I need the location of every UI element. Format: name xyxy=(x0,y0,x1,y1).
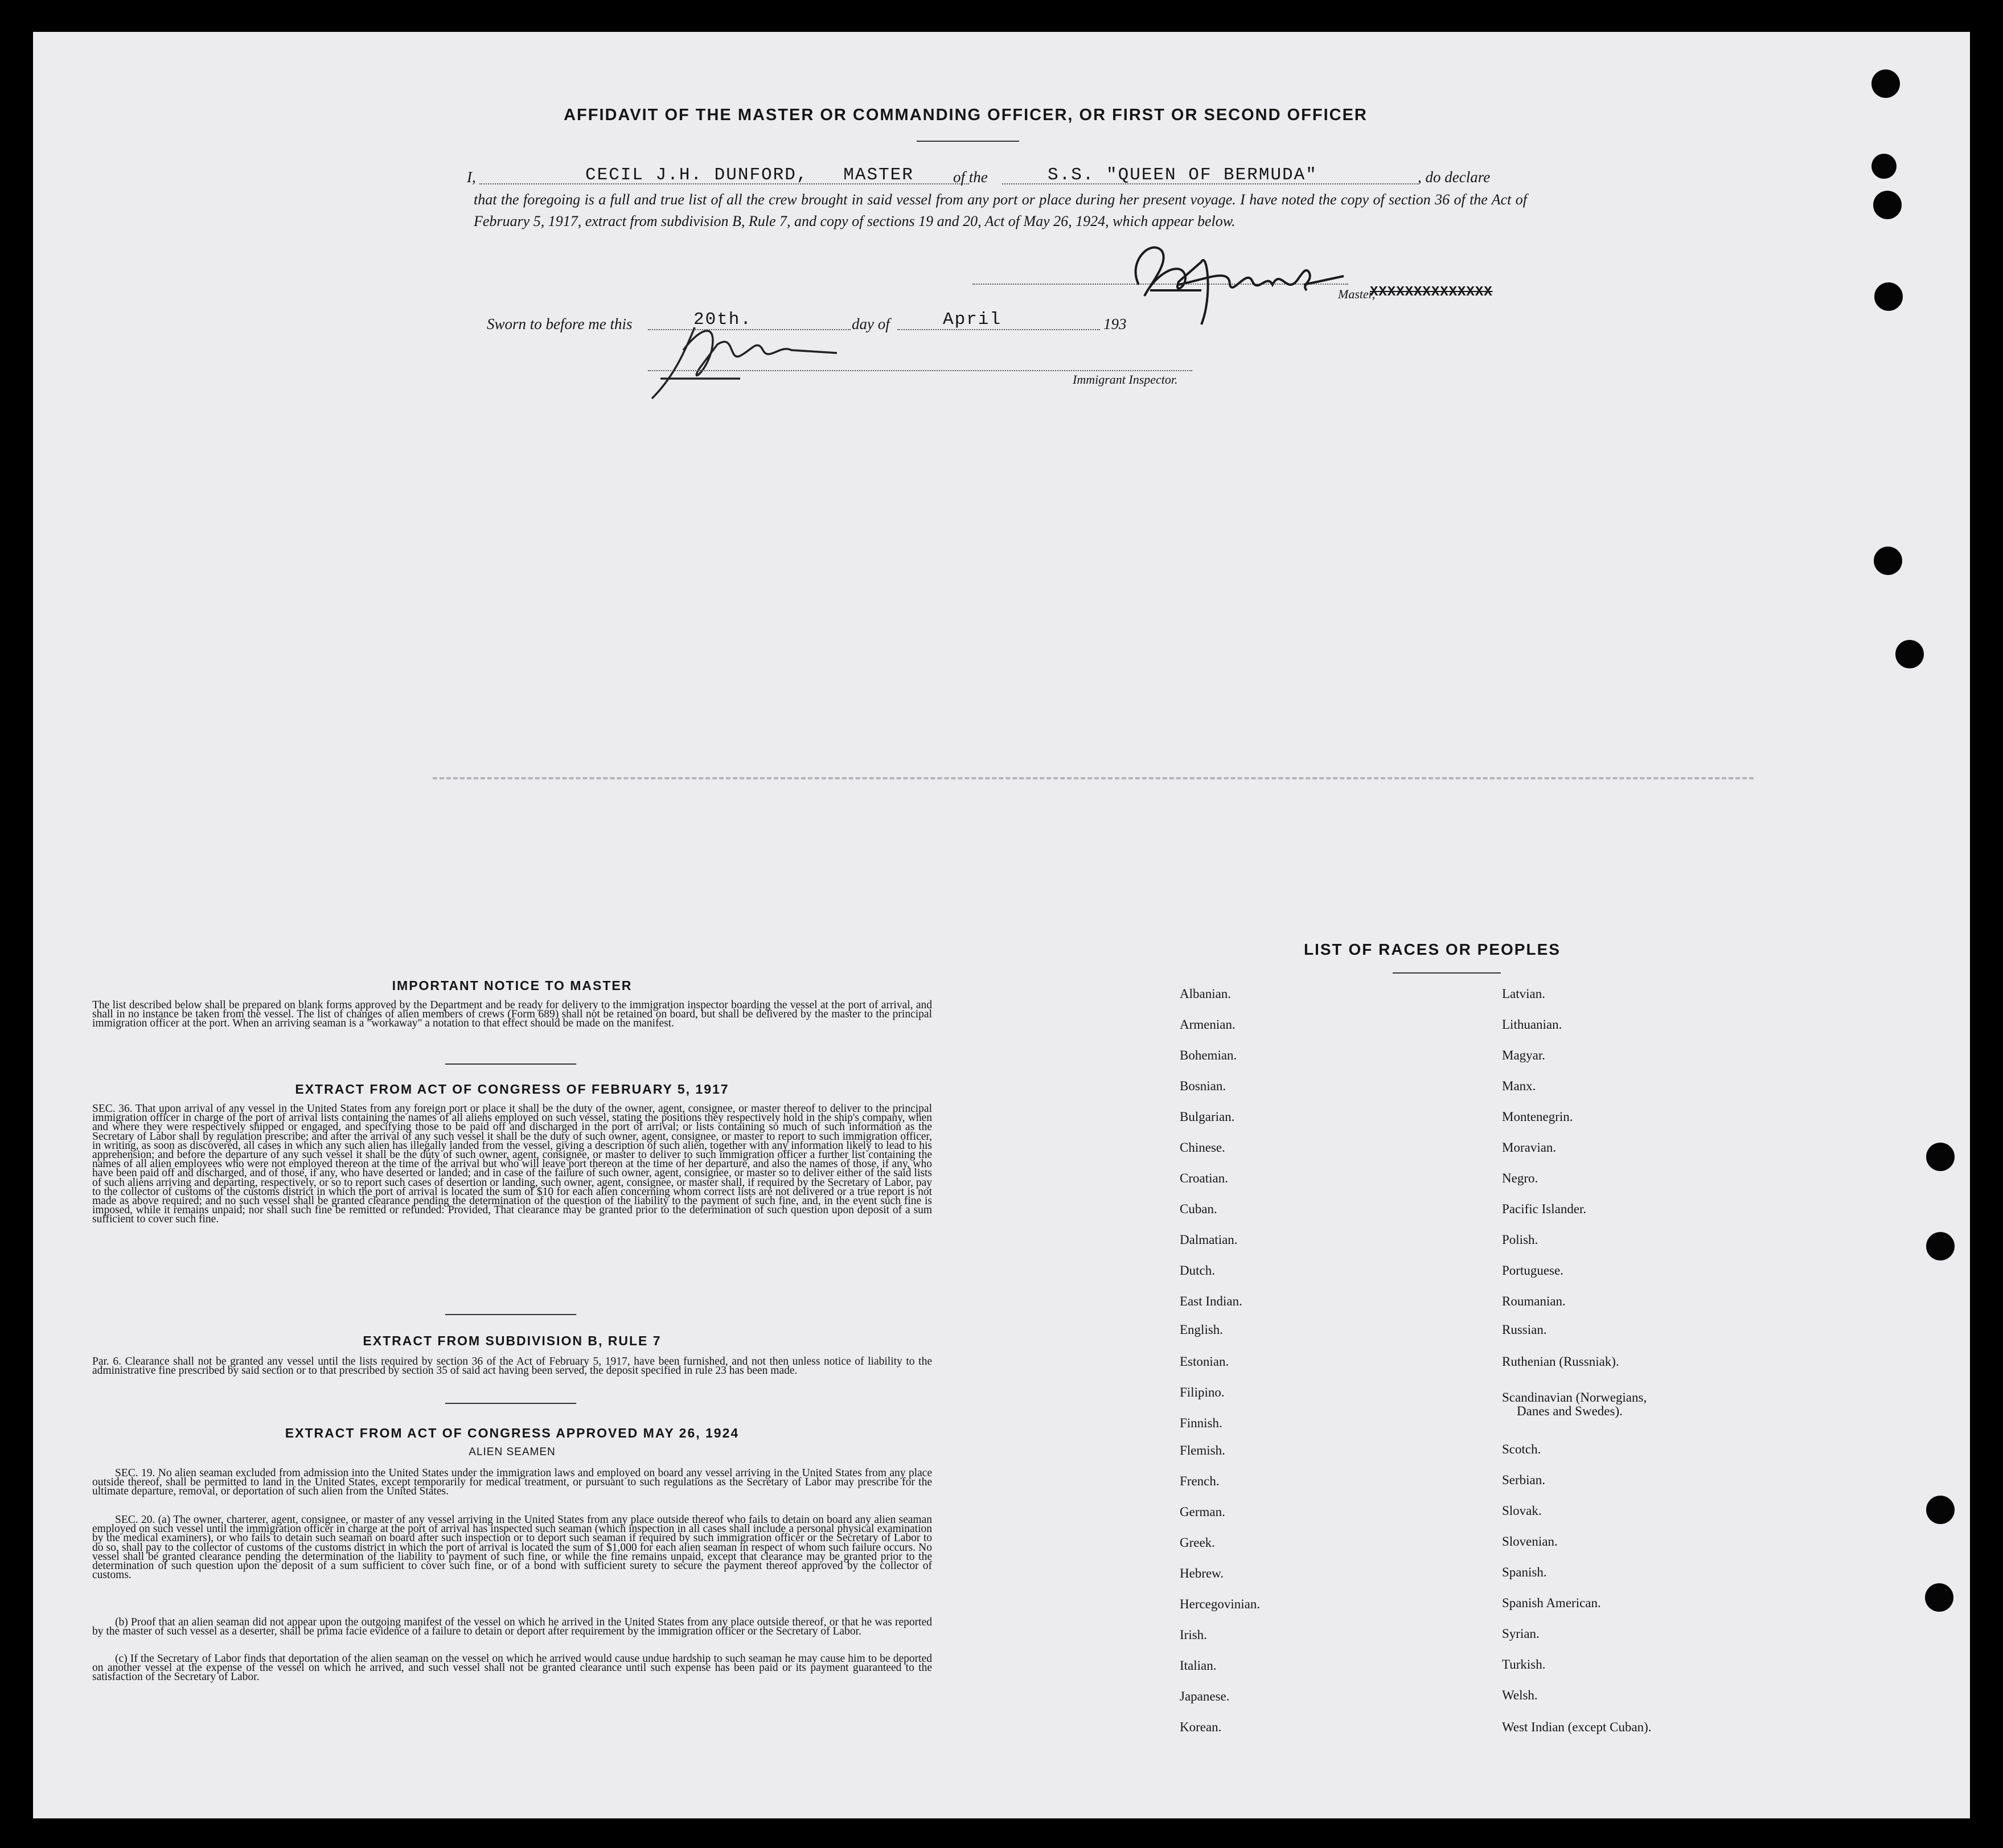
race-left: Croatian. xyxy=(1180,1171,1228,1185)
race-left: Greek. xyxy=(1180,1535,1215,1550)
title-divider xyxy=(917,141,1019,142)
punch-hole xyxy=(1874,547,1902,575)
race-left: Bulgarian. xyxy=(1180,1110,1235,1124)
race-right: Scandinavian (Norwegians, xyxy=(1502,1390,1647,1405)
race-right: Negro. xyxy=(1502,1171,1538,1185)
extract-rule7-text: Par. 6. Clearance shall not be granted any vessel until the lists required by section 36 of the Act of February 5, 1917, have been furnished, and not then unless notice of liability to the administrative fine prescribed by said section or to that prescribed by section 35 of said act having been served, the deposit specified in rule 23 has been made. xyxy=(92,1356,932,1377)
race-left: Dalmatian. xyxy=(1180,1233,1238,1247)
inspector-signature-line xyxy=(648,353,1192,371)
race-left: Bohemian. xyxy=(1180,1048,1237,1062)
race-right: Welsh. xyxy=(1502,1688,1538,1702)
extract-1924-subtitle: ALIEN SEAMEN xyxy=(469,1446,556,1458)
race-right: Slovak. xyxy=(1502,1504,1542,1518)
affidavit-title: AFFIDAVIT OF THE MASTER OR COMMANDING OFFICER, OR FIRST OR SECOND OFFICER xyxy=(564,106,1368,124)
affidavit-body: that the foregoing is a full and true list of all the crew brought in said vessel from any port or place during her present voyage. I have noted the copy of section 36 of the Act of February 5, 1917, extract from subdivision B, Rule 7, and copy of sections 19 and 20, Act of May 26, 1924, which appear below. xyxy=(474,191,1527,229)
punch-hole xyxy=(1871,154,1897,179)
race-right: Portuguese. xyxy=(1502,1263,1563,1278)
race-left: Bosnian. xyxy=(1180,1079,1226,1093)
race-right: Roumanian. xyxy=(1502,1294,1566,1308)
master-label: Master, xyxy=(1338,287,1376,301)
race-left: Filipino. xyxy=(1180,1385,1225,1399)
race-left: Armenian. xyxy=(1180,1017,1236,1032)
race-left: Dutch. xyxy=(1180,1263,1215,1278)
race-left: Japanese. xyxy=(1180,1689,1230,1703)
race-left: English. xyxy=(1180,1323,1224,1337)
race-left: Estonian. xyxy=(1180,1354,1229,1369)
punch-hole xyxy=(1926,1496,1955,1524)
race-right: Russian. xyxy=(1502,1323,1547,1337)
race-right: Ruthenian (Russniak). xyxy=(1502,1354,1619,1369)
punch-hole xyxy=(1874,282,1903,311)
race-right: Moravian. xyxy=(1502,1140,1557,1155)
master-name-value: CECIL J.H. DUNFORD, MASTER xyxy=(585,165,914,185)
races-divider xyxy=(1393,972,1501,974)
vessel-name-field xyxy=(1002,165,1418,184)
race-right: Slovenian. xyxy=(1502,1534,1558,1549)
sec20b-text: (b) Proof that an alien seaman did not appear upon the outgoing manifest of the vessel on which he arrived in the United States from any place outside thereof, or that he was reported by the master of such vessel as a deserter, shall be prima facie evidence of a failure to detain or deport after requirement by the immigration officer or the Secretary of Labor. xyxy=(92,1616,932,1638)
master-name-field xyxy=(479,165,969,184)
affidavit-declaration-line xyxy=(467,165,1527,188)
notice-text: The list described below shall be prepared on blank forms approved by the Department and be ready for delivery to the immigration inspector boarding the vessel at the port of arrival, and shall in no instance be taken from the vessel. The list of changes of alien members of crews (Form 689) shall not be retained on board, but shall be delivered by the master to the principal immigration officer at the port. When an arriving seaman is a "workaway" a notation to that effect should be made on the manifest. xyxy=(92,999,932,1030)
notice-title: IMPORTANT NOTICE TO MASTER xyxy=(392,978,633,993)
race-left: Finnish. xyxy=(1180,1416,1222,1430)
race-right: Pacific Islander. xyxy=(1502,1202,1587,1216)
race-right: Manx. xyxy=(1502,1079,1536,1093)
race-left: Korean. xyxy=(1180,1720,1222,1734)
master-signature xyxy=(1116,228,1355,327)
race-right: Danes and Swedes). xyxy=(1517,1404,1623,1418)
extract-1917-text: SEC. 36. That upon arrival of any vessel in the United States from any foreign port or place it shall be the duty of the owner, agent, consignee, or master thereof to deliver to the principal immigration officer in charge of the port of arrival lists containing the names of all aliens employed on such vessel, stating the positions they respectively hold in the ship's company, when and where they were respectively shipped or engaged, and specifying those to be paid off and discharged in the port of arrival; or lists containing so much of such information as the Secretary of Labor shall by regulation prescribe; and after the arrival of any such vessel it shall be the duty of such owner, agent, consignee, or master to report to such immigration officer, in writing, as soon as discovered, all cases in which any such alien has illegally landed from the vessel, giving a description of such alien, together with any information likely to lead to his apprehension; and before the departure of any such vessel it shall be the duty of such owner, agent, consignee, or master to deliver to such immigration officer a further list containing the names of all alien employees who were not employed thereon at the time of the arrival but who will leave port thereon at the time of her departure, and also the names of those, if any, who have been paid off and discharged, and of those, if any, who have deserted or landed; and in case of the failure of such owner, agent, consignee, or master so to deliver either of the said lists of such aliens arriving and departing, respectively, or so to report such cases of desertion or landing, such owner, agent, consignee, or master shall, if required by the Secretary of Labor, pay to the collector of customs of the customs district in which the port of arrival is located the sum of $10 for each alien concerning whom correct lists are not delivered or a true report is not made as above required; and no such vessel shall be granted clearance pending the determination of the question of the liability to the payment of such fine, and, in the event such fine is imposed, while it remains unpaid; nor shall such fine be remitted or refunded: Provided, That clearance may be granted prior to the determination of such question upon deposit of a sum sufficient to cover such fine. xyxy=(92,1103,932,1226)
race-right: Serbian. xyxy=(1502,1473,1546,1487)
punch-hole xyxy=(1871,69,1900,98)
bleed-through-rule xyxy=(433,777,1754,779)
extract-1924-title: EXTRACT FROM ACT OF CONGRESS APPROVED MAY 26, 1924 xyxy=(285,1426,740,1440)
month-field xyxy=(897,310,1100,330)
race-left: Cuban. xyxy=(1180,1202,1217,1216)
race-left: Albanian. xyxy=(1180,987,1232,1001)
race-left: East Indian. xyxy=(1180,1294,1242,1308)
day-value: 20th. xyxy=(693,310,753,330)
race-right: Syrian. xyxy=(1502,1627,1540,1641)
year-value: 193 xyxy=(1103,315,1127,332)
section-divider xyxy=(445,1063,576,1065)
sec20a-text: SEC. 20. (a) The owner, charterer, agent, consignee, or master of any vessel arriving in the United States from any place outside thereof who fails to detain on board any alien seaman employed on such vessel until the immigration officer in charge at the port of arrival has inspected such seaman (which inspection in all cases shall include a personal physical examination by the medical examiners), or who fails to detain such seaman on board after such inspection or to deport such seaman if required by such immigration officer or the Secretary of Labor to do so, shall pay to the collector of customs of the customs district in which the port of arrival is located the sum of $1,000 for each alien seaman in respect of whom such failure occurs. No vessel shall be granted clearance pending the determination of the liability to payment of such fine, or while the fine remains unpaid, except that clearance may be granted prior to the determination of such question upon the deposit of a sum sufficient to cover such fine, or of a bond with sufficient surety to secure the payment thereof approved by the collector of customs. xyxy=(92,1514,932,1582)
punch-hole xyxy=(1926,1143,1955,1171)
sec19-text: SEC. 19. No alien seaman excluded from admission into the United States under the immigration laws and employed on board any vessel arriving in the United States from any place outside thereof, shall be permitted to land in the United States, except temporarily for medical treatment, or pursuant to such regulations as the Secretary of Labor may prescribe for the ultimate departure, removal, or deportation of such alien from the United States. xyxy=(92,1467,932,1498)
section-divider xyxy=(445,1403,576,1404)
race-right: Lithuanian. xyxy=(1502,1017,1562,1032)
sec20c-text: (c) If the Secretary of Labor finds that deportation of the alien seaman on the vessel on which he arrived would cause undue hardship to such seaman he may cause him to be deported on another vessel at the expense of the vessel on which he arrived, and such vessel shall not be granted clearance until such expense has been paid or its payment guaranteed to the satisfaction of the Secretary of Labor. xyxy=(92,1653,932,1683)
punch-hole xyxy=(1926,1232,1955,1260)
race-right: Scotch. xyxy=(1502,1442,1541,1456)
race-right: Spanish American. xyxy=(1502,1596,1601,1610)
sworn-label: Sworn to before me this xyxy=(487,315,633,332)
section-divider xyxy=(445,1314,576,1315)
race-right: Magyar. xyxy=(1502,1048,1546,1062)
punch-hole xyxy=(1895,640,1924,668)
punch-hole xyxy=(1873,191,1902,219)
race-right: Latvian. xyxy=(1502,987,1545,1001)
race-right: Spanish. xyxy=(1502,1565,1547,1579)
day-of-label: day of xyxy=(852,315,890,332)
race-right: Polish. xyxy=(1502,1233,1538,1247)
race-left: Chinese. xyxy=(1180,1140,1225,1155)
of-the-label: of the xyxy=(953,169,988,186)
race-left: French. xyxy=(1180,1474,1220,1488)
race-right: West Indian (except Cuban). xyxy=(1502,1720,1652,1734)
races-title: LIST OF RACES OR PEOPLES xyxy=(1304,941,1561,958)
extract-1917-title: EXTRACT FROM ACT OF CONGRESS OF FEBRUARY 5, 1917 xyxy=(295,1082,729,1097)
punch-hole xyxy=(1925,1583,1953,1612)
vessel-name-value: S.S. "QUEEN OF BERMUDA" xyxy=(1048,165,1317,185)
race-left: Italian. xyxy=(1180,1658,1217,1673)
race-left: Flemish. xyxy=(1180,1443,1225,1457)
race-left: Irish. xyxy=(1180,1628,1207,1642)
month-value: April xyxy=(943,310,1002,330)
race-right: Montenegrin. xyxy=(1502,1110,1573,1124)
do-declare-label: , do declare xyxy=(1418,169,1491,186)
extract-rule7-title: EXTRACT FROM SUBDIVISION B, RULE 7 xyxy=(363,1333,662,1348)
inspector-label: Immigrant Inspector. xyxy=(1073,372,1178,387)
i-label: I, xyxy=(467,169,476,186)
race-right: Turkish. xyxy=(1502,1657,1546,1672)
race-left: German. xyxy=(1180,1505,1225,1519)
race-left: Hercegovinian. xyxy=(1180,1597,1261,1611)
race-left: Hebrew. xyxy=(1180,1566,1224,1580)
master-struck-title: XXXXXXXXXXXXXX xyxy=(1370,285,1493,300)
